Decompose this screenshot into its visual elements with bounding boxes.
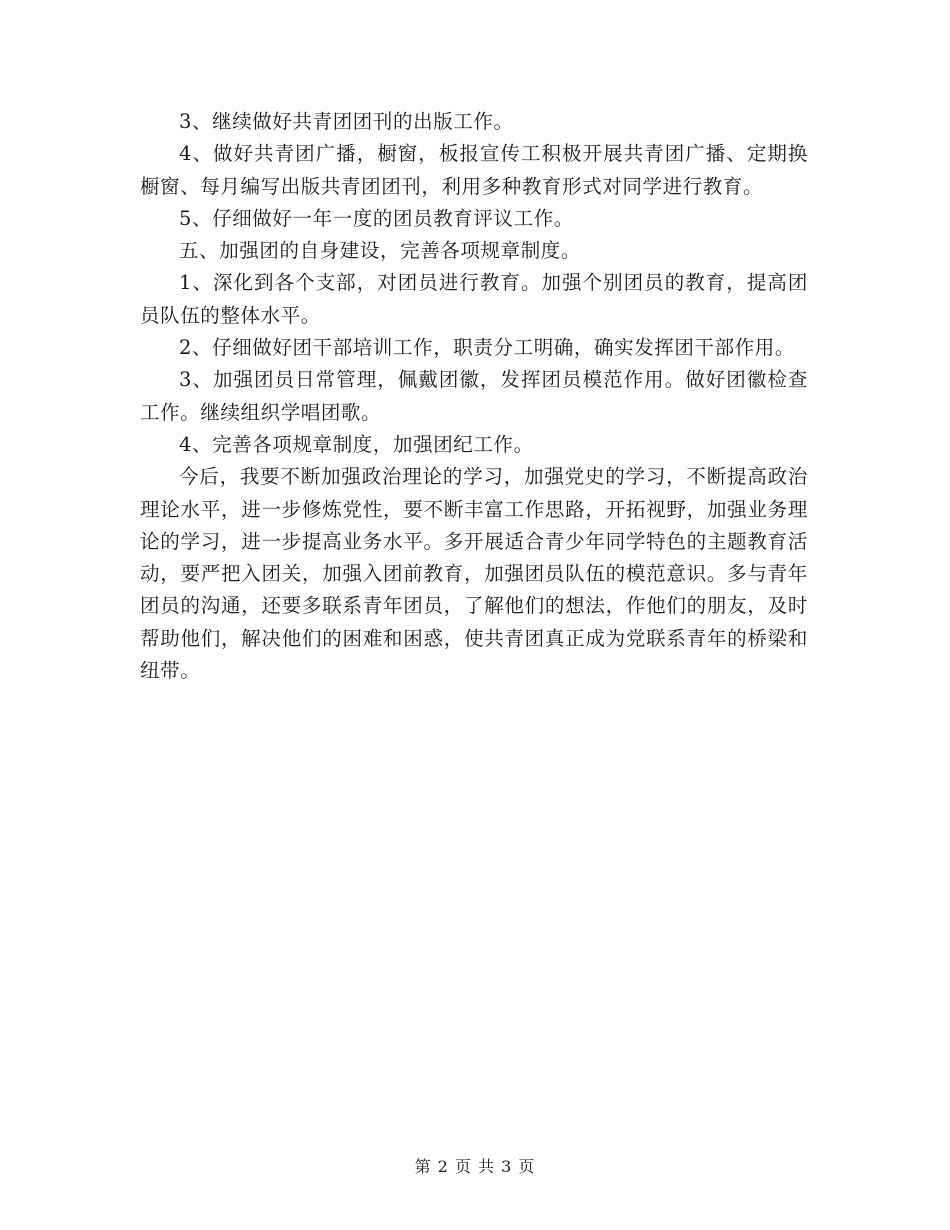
document-body [140, 106, 808, 687]
paragraph-item-4-broadcast: 4、做好共青团广播，橱窗，板报宣传工积极开展共青团广播、定期换橱窗、每月编写出版共青团团刊，利用多种教育形式对同学进行教育。 [140, 142, 808, 198]
paragraph-item-1-branches: 1、深化到各个支部，对团员进行教育。加强个别团员的教育，提高团员队伍的整体水平。 [140, 271, 808, 327]
page-number-footer: 第 2 页 共 3 页 [414, 1157, 536, 1176]
paragraph-item-5-evaluation: 5、仔细做好一年一度的团员教育评议工作。 [179, 206, 574, 230]
paragraph-item-3-publication: 3、继续做好共青团团刊的出版工作。 [179, 110, 514, 133]
paragraph-item-3-management: 3、加强团员日常管理，佩戴团徽，发挥团员模范作用。做好团徽检查工作。继续组织学唱团歌。 [140, 368, 808, 424]
section-heading-five: 五、加强团的自身建设，完善各项规章制度。 [179, 239, 582, 263]
paragraph-item-4-regulations: 4、完善各项规章制度，加强团纪工作。 [179, 432, 534, 456]
paragraph-item-2-training: 2、仔细做好团干部培训工作，职责分工明确，确实发挥团干部作用。 [179, 336, 796, 360]
paragraph-conclusion: 今后，我要不断加强政治理论的学习，加强党史的学习，不断提高政治理论水平，进一步修炼党性，要不断丰富工作思路，开拓视野，加强业务理论的学习，进一步提高业务水平。多开展适合青少年同学特色的主题教育活动，要严把入团关，加强入团前教育，加强团员队伍的模范意识。多与青年团员的沟通，还要多联系青年团员，了解他们的想法，作他们的朋友，及时帮助他们，解决他们的困难和困惑，使共青团真正成为党联系青年的桥梁和纽带。 [140, 465, 808, 683]
